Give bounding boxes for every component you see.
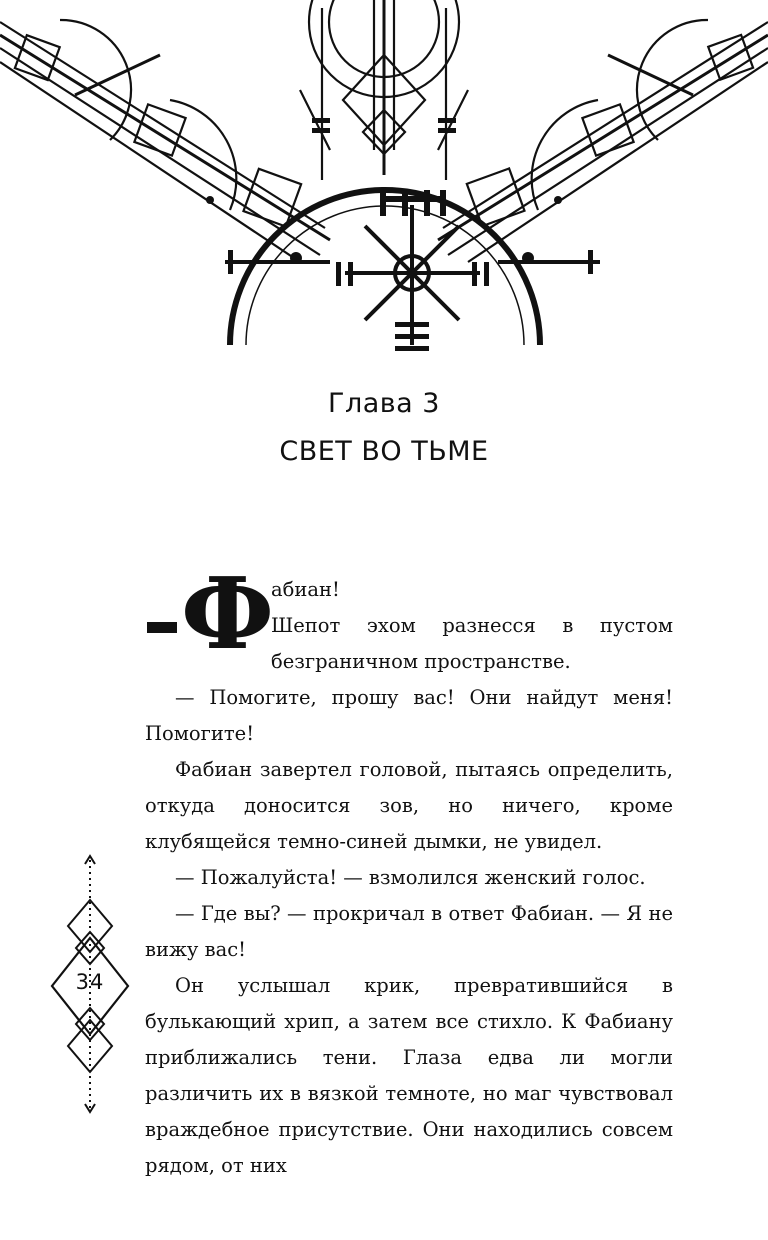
page-number: 34 [75, 970, 105, 994]
paragraph: — Где вы? — прокричал в ответ Фабиан. — Я не вижу вас! [145, 902, 673, 961]
dropcap-dash [147, 622, 177, 633]
paragraph: — Пожалуйста! — взмолился женский голос. [175, 866, 646, 889]
paragraph: Фабиан завертел головой, пытаясь определить, откуда доносится зов, но ничего, кроме клубящейся темно-синей дымки, не увидел. [145, 758, 673, 853]
paragraph: — Помогите, прошу вас! Они найдут меня! Помогите! [145, 686, 673, 745]
chapter-title: СВЕТ ВО ТЬМЕ [279, 436, 489, 467]
chapter-body [145, 557, 673, 1184]
paragraph: Шепот эхом разнесся в пустом безграничном пространстве. [271, 614, 673, 673]
dropcap-letter: Ф [181, 557, 274, 672]
vegvisir-ornament-icon [0, 0, 768, 365]
chapter-number: Глава 3 [328, 388, 440, 419]
paragraph: Он услышал крик, превратившийся в булькающий хрип, а затем все стихло. К Фабиану приближались тени. Глаза едва ли могли различить их в вязкой темноте, но маг чувствовал враждебное присутствие. Они находились совсем рядом, от них [145, 974, 673, 1177]
dropcap [145, 557, 274, 678]
paragraph: абиан! [271, 578, 340, 601]
